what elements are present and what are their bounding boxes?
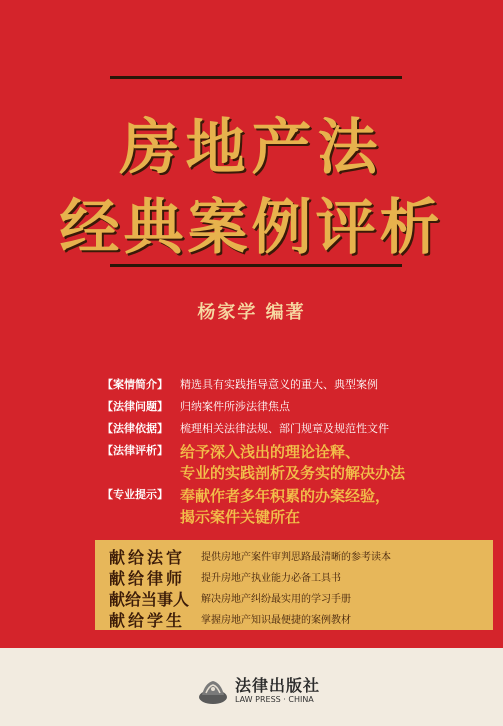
publisher-english-name: LAW PRESS · CHINA [235,695,314,704]
features-list [102,376,482,530]
audience-text: 解决房地产纠纷最实用的学习手册 [201,594,351,605]
feature-tag: 【法律评析】 [102,444,168,457]
audience-label: 献给学生 [109,611,186,630]
publisher-name: 法律出版社 [235,676,321,695]
audience-text: 提供房地产案件审判思路最清晰的参考读本 [201,552,391,563]
title-rule-bottom [110,264,402,267]
feature-text: 梳理相关法律法规、部门规章及规范性文件 [180,422,389,435]
feature-item [102,420,482,442]
audience-item [109,545,489,567]
audience-item [109,566,489,588]
feature-item [102,376,482,398]
feature-text: 奉献作者多年积累的办案经验， [180,487,391,505]
feature-text: 专业的实践剖析及务实的解决办法 [180,464,406,482]
feature-tag: 【法律问题】 [102,400,168,413]
publisher-emblem-icon [197,675,229,707]
publisher [197,673,337,713]
feature-text: 给予深入浅出的理论诠释、 [180,443,361,461]
audience-item [109,587,489,609]
feature-text: 归纳案件所涉法律焦点 [180,400,290,413]
audience-item [109,608,489,630]
title-rule-top [110,76,402,79]
feature-tag: 【专业提示】 [102,488,168,501]
feature-item [102,442,482,486]
title-line-1: 房地产法 [119,113,384,183]
feature-tag: 【案情简介】 [102,378,168,391]
audience-label: 献给律师 [109,569,186,588]
author: 杨家学 编著 [197,302,306,323]
title-line-2: 经典案例评析 [59,193,444,263]
feature-text: 精选具有实践指导意义的重大、典型案例 [180,378,378,391]
audience-label: 献给当事人 [109,590,190,609]
feature-tag: 【法律依据】 [102,422,168,435]
audience-text: 掌握房地产知识最便捷的案例教材 [201,615,351,626]
feature-item [102,398,482,420]
audience-band [95,540,493,630]
audience-label: 献给法官 [109,548,186,567]
feature-text: 揭示案件关键所在 [180,508,301,526]
feature-item [102,486,482,530]
audience-text: 提升房地产执业能力必备工具书 [201,573,341,584]
